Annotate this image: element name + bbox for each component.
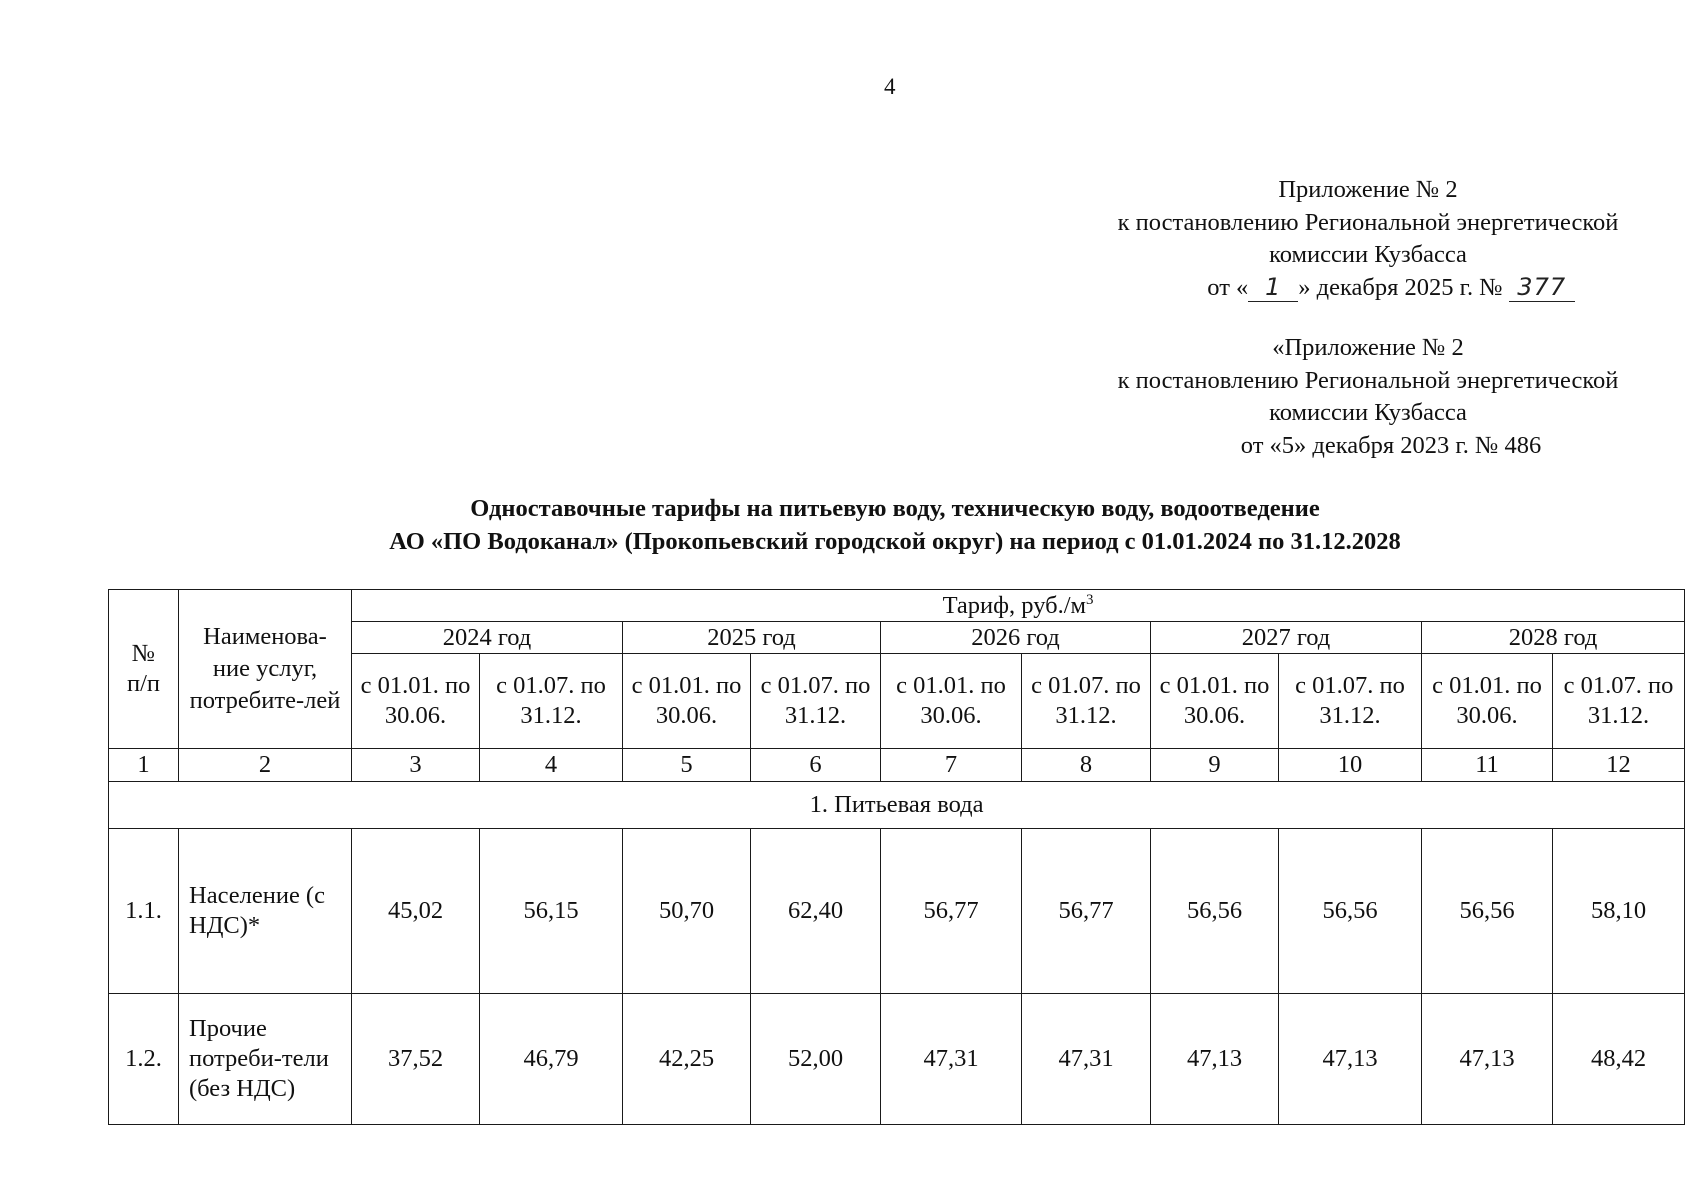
tariff-value: 45,02	[352, 829, 480, 994]
tariff-value: 58,10	[1553, 829, 1685, 994]
tariff-value: 48,42	[1553, 994, 1685, 1125]
period-header-h1: с 01.01. по 30.06.	[1422, 654, 1553, 749]
period-header-h2: с 01.07. по 31.12.	[1553, 654, 1685, 749]
column-number: 3	[352, 749, 480, 782]
tariff-value: 56,15	[480, 829, 623, 994]
header-tariff	[352, 590, 1685, 622]
header-service-name: Наименова-ние услуг, потребите-лей	[179, 590, 352, 749]
handwritten-day	[1248, 274, 1298, 302]
column-number: 9	[1151, 749, 1279, 782]
column-number: 8	[1022, 749, 1151, 782]
appendix-date-line: от «5» декабря 2023 г. № 486	[1240, 431, 1542, 459]
column-number-row	[109, 749, 1685, 782]
column-number: 7	[881, 749, 1022, 782]
header-tariff-label: Тариф, руб./м	[942, 591, 1087, 619]
handwritten-day-value: 1	[1265, 272, 1282, 301]
column-number: 6	[751, 749, 881, 782]
header-number: № п/п	[109, 590, 179, 749]
row-number: 1.1.	[109, 829, 179, 994]
appendix-header-previous	[1058, 332, 1678, 462]
year-header: 2028 год	[1422, 622, 1685, 654]
row-service-name: Прочие потреби-тели (без НДС)	[179, 994, 352, 1125]
tariff-value: 46,79	[480, 994, 623, 1125]
appendix-title: «Приложение № 2	[1272, 334, 1464, 361]
page-number: 4	[884, 74, 896, 99]
appendix-commission: комиссии Кузбасса	[1269, 241, 1467, 268]
column-number: 4	[480, 749, 623, 782]
period-header-h1: с 01.01. по 30.06.	[1151, 654, 1279, 749]
tariff-value: 47,13	[1279, 994, 1422, 1125]
header-row-tariff	[109, 590, 1685, 622]
tariff-value: 50,70	[623, 829, 751, 994]
tariff-value: 56,77	[1022, 829, 1151, 994]
period-header-h1: с 01.01. по 30.06.	[352, 654, 480, 749]
section-row	[109, 782, 1685, 829]
handwritten-number	[1509, 274, 1575, 302]
handwritten-number-value: 377	[1517, 272, 1567, 301]
column-number: 12	[1553, 749, 1685, 782]
column-number: 11	[1422, 749, 1553, 782]
year-header: 2024 год	[352, 622, 623, 654]
row-number: 1.2.	[109, 994, 179, 1125]
tariff-table	[108, 589, 1685, 1125]
tariff-value: 56,77	[881, 829, 1022, 994]
appendix-commission: комиссии Кузбасса	[1269, 399, 1467, 426]
document-title	[160, 492, 1630, 558]
period-header-h1: с 01.01. по 30.06.	[623, 654, 751, 749]
column-number: 2	[179, 749, 352, 782]
section-title: 1. Питьевая вода	[109, 782, 1685, 829]
tariff-value: 37,52	[352, 994, 480, 1125]
appendix-date-line	[1058, 272, 1678, 305]
row-service-name: Население (с НДС)*	[179, 829, 352, 994]
period-header-h1: с 01.01. по 30.06.	[881, 654, 1022, 749]
tariff-value: 62,40	[751, 829, 881, 994]
tariff-value: 56,56	[1279, 829, 1422, 994]
appendix-title: Приложение № 2	[1278, 176, 1458, 203]
tariff-value: 56,56	[1151, 829, 1279, 994]
appendix-header-current	[1058, 174, 1678, 304]
year-header: 2026 год	[881, 622, 1151, 654]
period-header-h2: с 01.07. по 31.12.	[751, 654, 881, 749]
tariff-value: 52,00	[751, 994, 881, 1125]
table-row	[109, 994, 1685, 1125]
title-line-1: Одноставочные тарифы на питьевую воду, техническую воду, водоотведение	[470, 495, 1320, 522]
year-header: 2027 год	[1151, 622, 1422, 654]
tariff-value: 47,31	[881, 994, 1022, 1125]
tariff-value: 56,56	[1422, 829, 1553, 994]
tariff-value: 47,13	[1422, 994, 1553, 1125]
period-header-h2: с 01.07. по 31.12.	[480, 654, 623, 749]
tariff-value: 47,13	[1151, 994, 1279, 1125]
date-prefix: от «	[1207, 273, 1249, 301]
period-header-h2: с 01.07. по 31.12.	[1279, 654, 1422, 749]
period-header-h2: с 01.07. по 31.12.	[1022, 654, 1151, 749]
header-tariff-unit-sup: 3	[1086, 591, 1094, 608]
appendix-ref-line: к постановлению Региональной энергетической	[1117, 366, 1619, 394]
title-line-2: АО «ПО Водоканал» (Прокопьевский городской округ) на период с 01.01.2024 по 31.12.2028	[389, 528, 1401, 555]
tariff-value: 42,25	[623, 994, 751, 1125]
appendix-ref-line: к постановлению Региональной энергетической	[1117, 208, 1619, 236]
year-header: 2025 год	[623, 622, 881, 654]
column-number: 5	[623, 749, 751, 782]
table-row	[109, 829, 1685, 994]
tariff-value: 47,31	[1022, 994, 1151, 1125]
column-number: 10	[1279, 749, 1422, 782]
column-number: 1	[109, 749, 179, 782]
date-middle: » декабря 2025 г. №	[1298, 273, 1503, 301]
